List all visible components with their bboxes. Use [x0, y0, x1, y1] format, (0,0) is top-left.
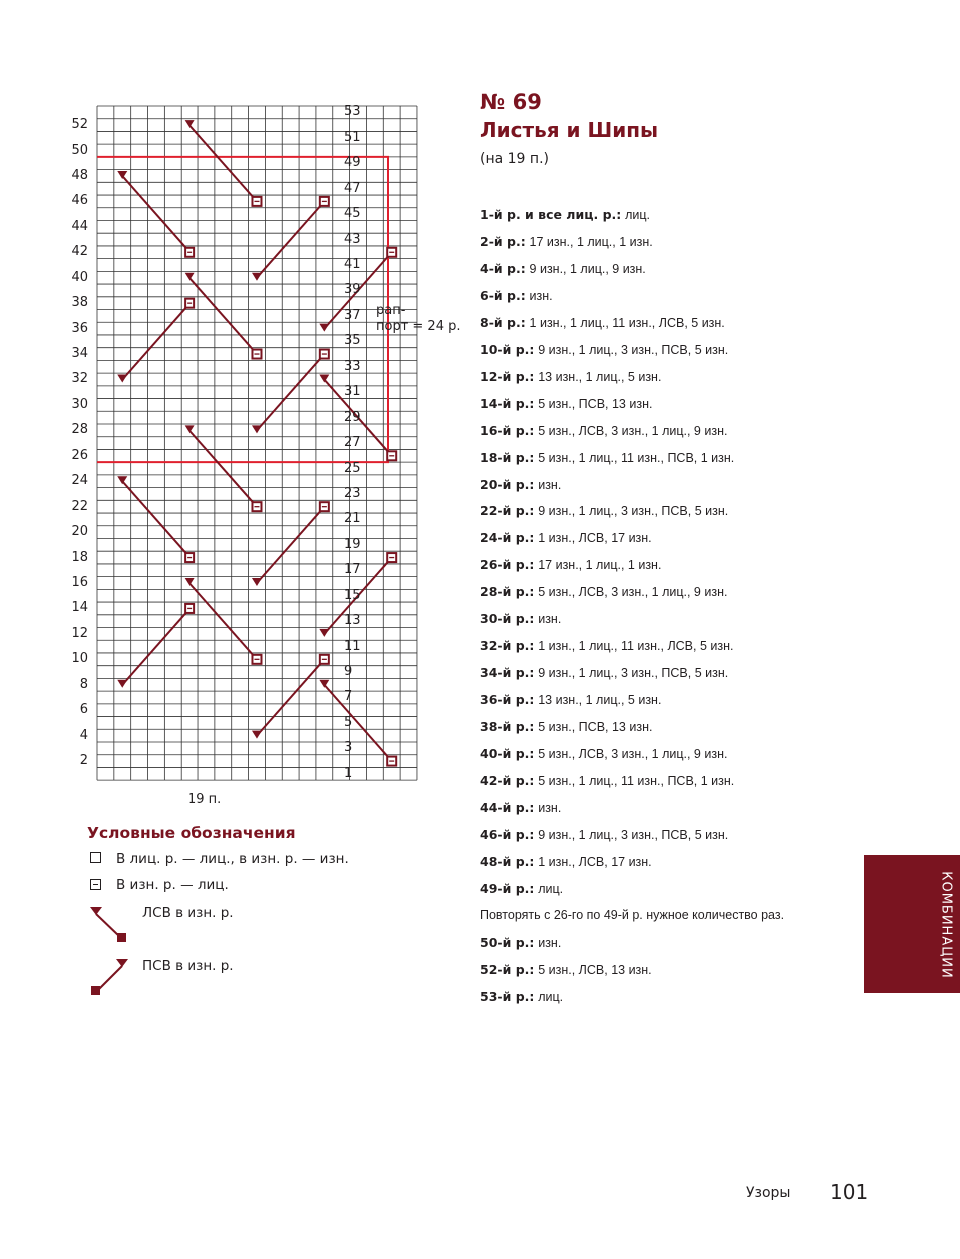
instruction-row [480, 315, 725, 330]
stitch-count-label: 19 п. [188, 792, 222, 807]
instruction-row [480, 773, 734, 788]
instruction-row-text: 5 изн., ЛСВ, 3 изн., 1 лиц., 9 изн. [538, 585, 728, 600]
instruction-row-text: 9 изн., 1 лиц., 3 изн., ПСВ, 5 изн. [538, 342, 729, 357]
instruction-row [480, 530, 652, 545]
instruction-row-label: 40-й р.: [480, 746, 535, 761]
instruction-row-text: 1 изн., ЛСВ, 17 изн. [538, 854, 652, 869]
row-number-right: 27 [344, 435, 361, 451]
legend-item-label: В лиц. р. — лиц., в изн. р. — изн. [116, 851, 349, 867]
row-number-left: 32 [71, 371, 88, 387]
instruction-row [480, 584, 727, 599]
instruction-row-text: 5 изн., ЛСВ, 13 изн. [538, 962, 652, 977]
instruction-row-text: 5 изн., ЛСВ, 3 изн., 1 лиц., 9 изн. [538, 423, 728, 438]
instruction-row [480, 854, 652, 869]
cable-start-marker [117, 680, 127, 688]
instruction-row-label: 44-й р.: [480, 799, 535, 815]
instruction-row-label: 36-й р.: [480, 692, 535, 708]
instruction-row-label: 18-й р.: [480, 449, 535, 465]
instruction-row-label: 6-й р.: [480, 287, 526, 303]
row-number-right: 51 [344, 129, 361, 145]
instruction-row-label: 32-й р.: [480, 638, 535, 654]
instruction-row-label: 26-й р.: [480, 557, 535, 573]
knit-purl-symbol-icon [90, 852, 101, 863]
instruction-row-text: 9 изн., 1 лиц., 3 изн., ПСВ, 5 изн. [538, 666, 729, 681]
instruction-row-label: 8-й р.: [480, 314, 526, 330]
instruction-row-text: лиц. [625, 208, 651, 222]
row-number-left: 48 [71, 167, 88, 183]
row-number-left: 22 [71, 498, 88, 514]
instruction-row-text: изн. [538, 935, 562, 950]
instruction-row-text: 1 изн., ЛСВ, 17 изн. [538, 531, 652, 546]
cable-start-marker [319, 680, 329, 688]
cable-line [190, 278, 257, 354]
row-number-left: 14 [71, 600, 88, 616]
row-number-right: 35 [344, 333, 361, 349]
pattern-subtitle: (на 19 п.) [480, 151, 549, 167]
instruction-row-text: 1 изн., 1 лиц., 11 изн., ЛСВ, 5 изн. [529, 315, 725, 330]
instruction-row [480, 827, 728, 842]
instruction-row-text: 17 изн., 1 лиц., 1 изн. [538, 558, 662, 573]
row-number-left: 30 [71, 396, 88, 412]
knit-on-wrong-side-symbol-icon [90, 879, 101, 890]
instruction-row-label: 16-й р.: [480, 422, 535, 438]
cable-start-marker [117, 374, 127, 382]
instruction-row [480, 800, 561, 815]
instruction-row [480, 962, 652, 977]
cable-start-marker [117, 171, 127, 179]
instruction-row [480, 423, 727, 438]
cable-start-marker [319, 374, 329, 382]
row-number-right: 11 [344, 638, 361, 654]
row-number-left: 40 [71, 269, 88, 285]
cable-line [190, 583, 257, 659]
row-number-left: 44 [71, 218, 88, 234]
instruction-row-label: 12-й р.: [480, 368, 535, 384]
row-number-left: 10 [71, 651, 88, 667]
instruction-row-label: 48-й р.: [480, 853, 535, 869]
row-number-left: 46 [71, 193, 88, 209]
instruction-row [480, 396, 652, 411]
page-number: 101 [830, 1180, 869, 1204]
instruction-row [480, 450, 734, 465]
cable-line [122, 481, 189, 557]
row-number-left: 50 [71, 142, 88, 158]
pattern-title: Листья и Шипы [480, 118, 659, 142]
cable-start-marker [185, 273, 195, 281]
cable-start-marker [252, 273, 262, 281]
row-number-right: 3 [344, 740, 353, 756]
cable-line [257, 201, 324, 277]
cable-line [122, 303, 189, 379]
left-cross-symbol-icon [86, 902, 130, 944]
row-number-right: 19 [344, 536, 361, 552]
instruction-row-label: 53-й р.: [480, 988, 535, 1004]
instruction-row-label: 2-й р.: [480, 233, 526, 249]
row-number-right: 17 [344, 562, 361, 578]
instruction-row-label: 10-й р.: [480, 341, 535, 357]
cable-line [257, 507, 324, 583]
row-number-left: 52 [71, 117, 88, 133]
instruction-row [480, 692, 661, 707]
instruction-row [480, 342, 728, 357]
instruction-row-label: 50-й р.: [480, 934, 535, 950]
row-number-left: 42 [71, 244, 88, 260]
cable-start-marker [252, 731, 262, 739]
row-number-left: 18 [71, 549, 88, 565]
row-number-right: 37 [344, 307, 361, 323]
row-number-right: 47 [344, 180, 361, 196]
instruction-row-text: 5 изн., 1 лиц., 11 изн., ПСВ, 1 изн. [538, 450, 735, 465]
section-tab-label: КОМБИНАЦИИ [938, 871, 954, 979]
instruction-row [480, 557, 661, 572]
instruction-row-label: 22-й р.: [480, 503, 535, 519]
instruction-row-text: изн. [529, 288, 553, 303]
instruction-row-text: 5 изн., ЛСВ, 3 изн., 1 лиц., 9 изн. [538, 747, 728, 761]
instruction-row-text: 13 изн., 1 лиц., 5 изн. [538, 369, 662, 384]
cable-line [122, 608, 189, 684]
row-number-right: 21 [344, 511, 361, 527]
row-number-right: 33 [344, 358, 361, 374]
knitting-chart [0, 0, 470, 820]
row-number-left: 28 [71, 422, 88, 438]
cable-start-marker [252, 578, 262, 586]
instruction-row [480, 288, 553, 303]
legend-item-label: ЛСВ в изн. р. [142, 905, 234, 921]
row-number-left: 12 [71, 625, 88, 641]
cable-start-marker [185, 425, 195, 433]
instruction-row-text: 1 изн., 1 лиц., 11 изн., ЛСВ, 5 изн. [538, 639, 734, 654]
cable-start-marker [185, 120, 195, 128]
row-number-left: 16 [71, 575, 88, 590]
row-number-left: 8 [79, 676, 88, 692]
instruction-row-text: 17 изн., 1 лиц., 1 изн. [529, 234, 653, 249]
row-number-right: 39 [344, 282, 361, 298]
row-number-left: 6 [79, 702, 88, 718]
instruction-row-label: 4-й р.: [480, 260, 526, 276]
row-number-left: 20 [71, 524, 88, 540]
cable-line [122, 176, 189, 252]
instruction-row-label: 52-й р.: [480, 961, 535, 977]
instruction-row-text: изн. [538, 800, 562, 815]
row-number-left: 34 [71, 346, 88, 362]
row-number-right: 25 [344, 460, 361, 476]
instruction-row-text: 5 изн., ПСВ, 13 изн. [538, 720, 653, 735]
instruction-row-text: 9 изн., 1 лиц., 9 изн. [529, 261, 646, 276]
instruction-row-label: 49-й р.: [480, 880, 535, 896]
row-number-right: 53 [344, 104, 361, 120]
row-number-right: 43 [344, 231, 361, 247]
instruction-row [480, 369, 661, 384]
cable-line [257, 659, 324, 735]
row-number-right: 13 [344, 613, 361, 629]
instruction-row-label: 24-й р.: [480, 530, 535, 546]
cable-line [190, 125, 257, 201]
repeat-label: рап- порт = 24 р. [376, 303, 461, 334]
row-number-right: 7 [344, 689, 353, 705]
row-number-right: 9 [344, 664, 353, 680]
row-number-right: 15 [344, 587, 361, 603]
cable-start-marker [252, 425, 262, 433]
row-number-left: 4 [79, 727, 88, 743]
row-number-right: 45 [344, 206, 361, 222]
footer-section-name: Узоры [746, 1185, 791, 1201]
instruction-row-label: 42-й р.: [480, 772, 535, 788]
instruction-row-text: лиц. [538, 881, 564, 896]
instruction-row [480, 989, 563, 1004]
instruction-row-label: 34-й р.: [480, 665, 535, 681]
row-number-left: 2 [79, 753, 88, 769]
cable-start-marker [117, 476, 127, 484]
instruction-row [480, 503, 728, 518]
instruction-row [480, 611, 561, 626]
instruction-row-text: изн. [538, 612, 562, 627]
row-number-right: 29 [344, 409, 361, 425]
instruction-row [480, 207, 650, 222]
instruction-row-label: 38-й р.: [480, 719, 535, 735]
row-number-left: 38 [71, 295, 88, 311]
legend-item-label: В изн. р. — лиц. [116, 877, 229, 893]
instruction-row [480, 261, 646, 276]
instruction-row-label: 30-й р.: [480, 611, 535, 627]
row-number-right: 41 [344, 257, 361, 272]
instruction-row-text: 9 изн., 1 лиц., 3 изн., ПСВ, 5 изн. [538, 504, 729, 519]
cable-line [257, 354, 324, 430]
instruction-row [480, 746, 727, 761]
legend-title: Условные обозначения [87, 824, 296, 842]
right-cross-symbol-icon [86, 956, 130, 998]
instruction-row-text: Повторять с 26-го по 49-й р. нужное количество раз. [480, 907, 785, 922]
instruction-row-text: 9 изн., 1 лиц., 3 изн., ПСВ, 5 изн. [538, 827, 729, 842]
row-number-right: 1 [344, 765, 353, 781]
instruction-row [480, 935, 561, 950]
instruction-row [480, 908, 784, 922]
instruction-row [480, 881, 563, 896]
cable-line [190, 430, 257, 506]
row-number-left: 24 [71, 473, 88, 489]
row-number-left: 26 [71, 447, 88, 463]
instruction-row-text: изн. [538, 477, 562, 492]
row-number-left: 36 [71, 320, 88, 336]
instruction-row-text: 5 изн., 1 лиц., 11 изн., ПСВ, 1 изн. [538, 773, 735, 788]
instruction-row-text: 5 изн., ПСВ, 13 изн. [538, 396, 653, 411]
instruction-row [480, 638, 733, 653]
instruction-row-label: 20-й р.: [480, 476, 535, 492]
instruction-row-text: лиц. [538, 989, 564, 1004]
instruction-row-label: 1-й р. и все лиц. р.: [480, 207, 622, 222]
cable-start-marker [319, 324, 329, 332]
cable-start-marker [319, 629, 329, 637]
cable-start-marker [185, 578, 195, 586]
instruction-row-text: 13 изн., 1 лиц., 5 изн. [538, 693, 662, 708]
legend-item-label: ПСВ в изн. р. [142, 958, 234, 974]
instruction-row-label: 14-й р.: [480, 395, 535, 411]
row-number-right: 23 [344, 485, 361, 501]
section-tab [864, 855, 960, 993]
row-number-right: 49 [344, 155, 361, 171]
pattern-number: № 69 [480, 90, 542, 114]
row-number-right: 31 [344, 384, 361, 400]
instruction-row [480, 234, 653, 249]
instruction-row [480, 477, 561, 492]
instruction-row-label: 46-й р.: [480, 826, 535, 842]
row-number-right: 5 [344, 714, 353, 730]
instruction-row [480, 719, 652, 734]
instruction-row-label: 28-й р.: [480, 584, 535, 600]
instruction-row [480, 665, 728, 680]
